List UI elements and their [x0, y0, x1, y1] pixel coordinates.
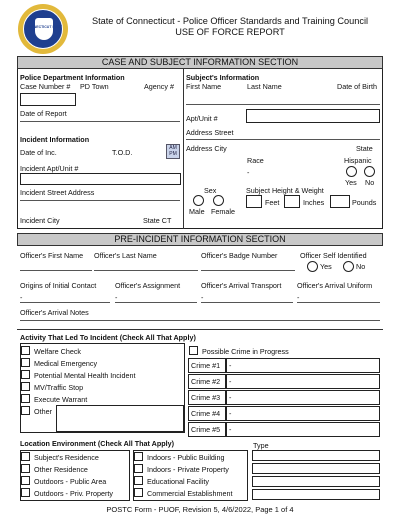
welfare-check-label: Welfare Check — [34, 347, 82, 356]
form-title-line2: USE OF FORCE REPORT — [175, 27, 285, 37]
hispanic-no-label: No — [365, 178, 375, 187]
welfare-check-checkbox[interactable] — [21, 346, 30, 355]
other-residence-label: Other Residence — [34, 465, 88, 474]
crime-2-field[interactable] — [226, 374, 380, 389]
post-seal — [18, 4, 68, 54]
outdoors-public-checkbox[interactable] — [21, 476, 30, 485]
feet-field[interactable] — [246, 195, 262, 208]
arrival-notes-label: Officer's Arrival Notes — [20, 308, 89, 317]
traffic-stop-checkbox[interactable] — [21, 382, 30, 391]
type-field-1[interactable] — [252, 450, 380, 461]
feet-label: Feet — [265, 198, 280, 207]
crime-1-value: - — [229, 361, 232, 370]
date-of-inc-label: Date of Inc. — [20, 148, 57, 157]
crime-5-field[interactable] — [226, 422, 380, 437]
form-title — [70, 16, 390, 38]
subjects-residence-checkbox[interactable] — [21, 452, 30, 461]
address-street-label: Address Street — [186, 128, 234, 137]
self-identified-no-label: No — [356, 262, 366, 271]
incident-street-label: Incident Street Address — [20, 188, 95, 197]
outdoors-private-checkbox[interactable] — [21, 488, 30, 497]
type-field-2[interactable] — [252, 463, 380, 474]
other-text-field[interactable] — [56, 405, 184, 432]
subject-heading: Subject's Information — [186, 73, 260, 82]
self-identified-yes-label: Yes — [320, 262, 332, 271]
officer-first-label: Officer's First Name — [20, 251, 84, 260]
sex-label: Sex — [204, 186, 217, 195]
self-identified-yes-radio[interactable] — [307, 261, 318, 272]
apt-unit-label: Apt/Unit # — [186, 114, 218, 123]
tod-label: T.O.D. — [112, 148, 133, 157]
crime-3-value: - — [229, 393, 232, 402]
crime-2-label: Crime #2 — [191, 377, 221, 386]
transport-value[interactable]: - — [201, 293, 204, 302]
medical-emergency-checkbox[interactable] — [21, 358, 30, 367]
seal-badge-icon — [35, 18, 53, 40]
sex-male-radio[interactable] — [193, 195, 204, 206]
location-heading: Location Environment (Check All That Apply) — [20, 439, 175, 448]
hispanic-no-radio[interactable] — [364, 166, 375, 177]
possible-crime-label: Possible Crime in Progress — [202, 347, 289, 356]
assignment-label: Officer's Assignment — [115, 281, 181, 290]
crime-2-value: - — [229, 377, 232, 386]
last-name-label: Last Name — [247, 82, 282, 91]
incident-city-label: Incident City — [20, 216, 60, 225]
inches-field[interactable] — [284, 195, 300, 208]
activity-heading: Activity That Led To Incident (Check All That Apply) — [20, 333, 196, 342]
officer-last-label: Officer's Last Name — [94, 251, 157, 260]
incident-apt-label: Incident Apt/Unit # — [20, 164, 79, 173]
indoors-private-checkbox[interactable] — [134, 464, 143, 473]
am-pm-toggle[interactable] — [166, 144, 180, 159]
incident-apt-field[interactable] — [20, 173, 181, 185]
indoors-public-label: Indoors - Public Building — [147, 453, 225, 462]
crime-1-field[interactable] — [226, 358, 380, 373]
state-label: State — [356, 144, 373, 153]
male-label: Male — [189, 207, 205, 216]
indoors-public-checkbox[interactable] — [134, 452, 143, 461]
origins-value[interactable]: - — [20, 293, 23, 302]
hispanic-yes-label: Yes — [345, 178, 357, 187]
mental-health-checkbox[interactable] — [21, 370, 30, 379]
commercial-establishment-checkbox[interactable] — [134, 488, 143, 497]
crime-3-label: Crime #3 — [191, 393, 221, 402]
commercial-establishment-label: Commercial Establishment — [147, 489, 233, 498]
form-title-line1: State of Connecticut - Police Officer Standards and Training Council — [91, 16, 369, 26]
traffic-stop-label: MV/Traffic Stop — [34, 383, 84, 392]
execute-warrant-checkbox[interactable] — [21, 394, 30, 403]
seal-text: CONNECTICUT POST — [26, 25, 62, 29]
pm-option[interactable]: PM — [169, 151, 177, 157]
uniform-label: Officer's Arrival Uniform — [297, 281, 373, 290]
inches-label: Inches — [303, 198, 325, 207]
educational-facility-label: Educational Facility — [147, 477, 209, 486]
race-label: Race — [247, 156, 264, 165]
dept-heading: Police Department Information — [20, 73, 125, 82]
pounds-label: Pounds — [352, 198, 377, 207]
apt-unit-field[interactable] — [246, 109, 380, 123]
female-label: Female — [211, 207, 235, 216]
badge-label: Officer's Badge Number — [201, 251, 278, 260]
crime-4-label: Crime #4 — [191, 409, 221, 418]
race-value[interactable]: - — [247, 168, 250, 177]
self-identified-label: Officer Self Identified — [300, 251, 367, 260]
type-field-3[interactable] — [252, 476, 380, 487]
am-option[interactable]: AM — [169, 145, 177, 151]
indoors-private-label: Indoors - Private Property — [147, 465, 229, 474]
case-number-label: Case Number # — [20, 82, 71, 91]
hispanic-label: Hispanic — [344, 156, 372, 165]
other-label: Other — [34, 407, 52, 416]
date-of-report-label: Date of Report — [20, 109, 67, 118]
origins-label: Origins of Initial Contact — [20, 281, 97, 290]
crime-4-value: - — [229, 409, 232, 418]
case-section-header: CASE AND SUBJECT INFORMATION SECTION — [17, 56, 383, 69]
pounds-field[interactable] — [330, 195, 350, 208]
other-checkbox[interactable] — [21, 406, 30, 415]
agency-label: Agency # — [144, 82, 174, 91]
crime-5-label: Crime #5 — [191, 425, 221, 434]
crime-4-field[interactable] — [226, 406, 380, 421]
hispanic-yes-radio[interactable] — [346, 166, 357, 177]
outdoors-public-label: Outdoors - Public Area — [34, 477, 107, 486]
possible-crime-checkbox[interactable] — [189, 346, 198, 355]
height-weight-label: Subject Height & Weight — [246, 186, 324, 195]
educational-facility-checkbox[interactable] — [134, 476, 143, 485]
crime-1-label: Crime #1 — [191, 361, 221, 370]
page-footer: POSTC Form - PUOF, Revision 5, 4/6/2022, Page 1 of 4 — [106, 505, 294, 514]
medical-emergency-label: Medical Emergency — [34, 359, 98, 368]
outdoors-private-label: Outdoors - Priv. Property — [34, 489, 113, 498]
other-residence-checkbox[interactable] — [21, 464, 30, 473]
execute-warrant-label: Execute Warrant — [34, 395, 88, 404]
mental-health-label: Potential Mental Health Incident — [34, 371, 136, 380]
type-label: Type — [253, 441, 269, 450]
assignment-value[interactable]: - — [115, 293, 118, 302]
incident-state-label: State CT — [143, 216, 172, 225]
incident-heading: Incident Information — [20, 135, 90, 144]
type-field-4[interactable] — [252, 489, 380, 500]
case-number-field[interactable] — [20, 93, 76, 106]
transport-label: Officer's Arrival Transport — [201, 281, 282, 290]
first-name-label: First Name — [186, 82, 222, 91]
uniform-value[interactable]: - — [297, 293, 300, 302]
pre-section-header: PRE-INCIDENT INFORMATION SECTION — [17, 233, 383, 246]
subjects-residence-label: Subject's Residence — [34, 453, 99, 462]
address-city-label: Address City — [186, 144, 227, 153]
sex-female-radio[interactable] — [213, 195, 224, 206]
dob-label: Date of Birth — [337, 82, 377, 91]
self-identified-no-radio[interactable] — [343, 261, 354, 272]
pd-town-label: PD Town — [80, 82, 109, 91]
crime-3-field[interactable] — [226, 390, 380, 405]
crime-5-value: - — [229, 425, 232, 434]
